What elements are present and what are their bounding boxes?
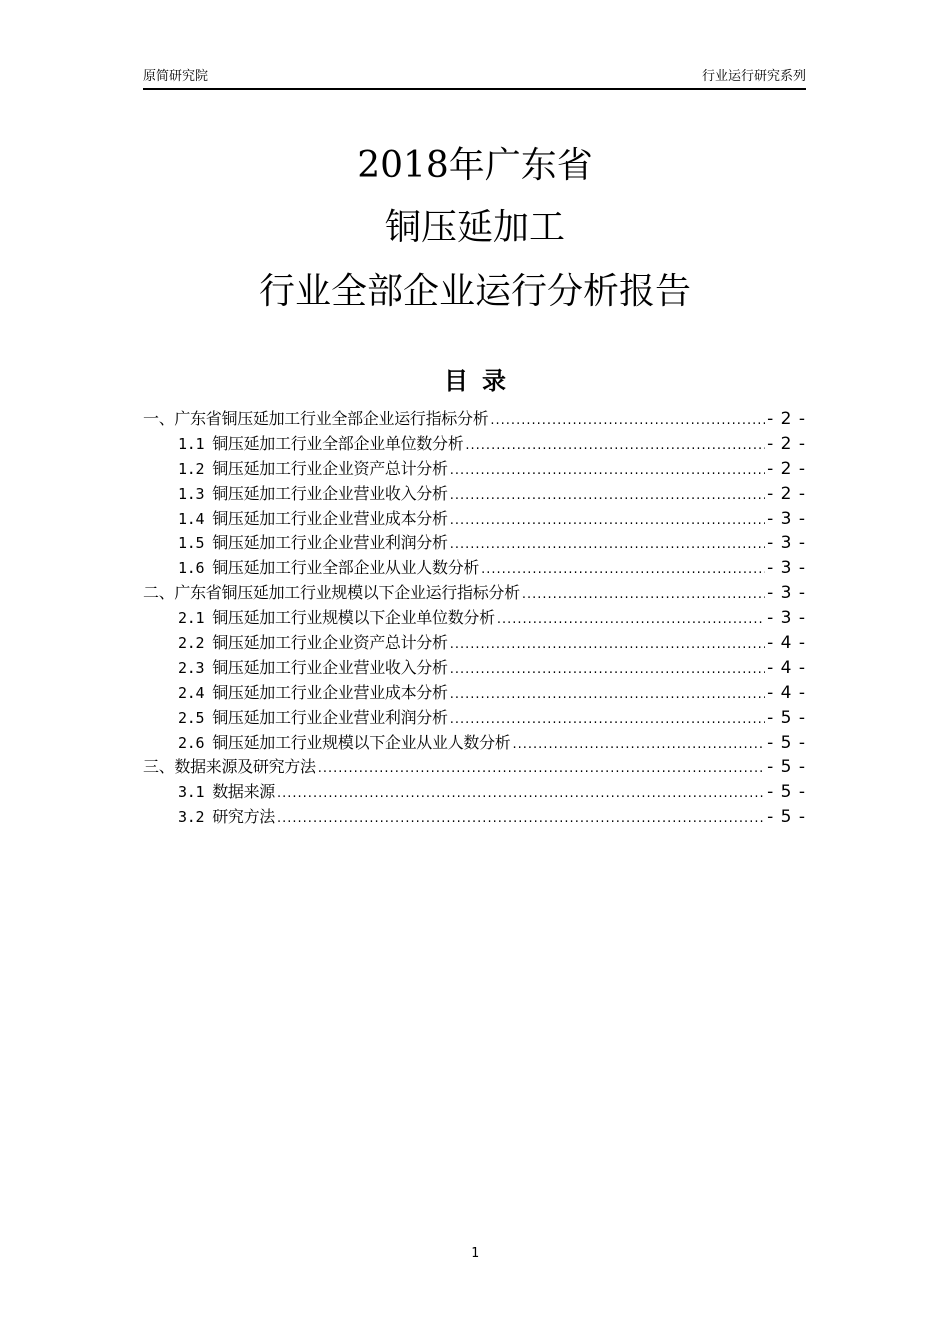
toc-entry[interactable] (143, 556, 806, 581)
toc-entry-page: - 2 - (767, 458, 806, 479)
toc-entry-number: 2.4 (178, 683, 205, 702)
toc-entry-label (178, 780, 275, 805)
toc-entry-text: 数据来源 (212, 782, 276, 802)
page-number: 1 (471, 1246, 479, 1261)
toc-entry-number: 1.6 (178, 559, 205, 578)
toc-entry-text: 铜压延加工行业企业资产总计分析 (212, 633, 448, 653)
toc-dot-leader (450, 658, 765, 681)
table-of-contents (143, 407, 806, 830)
header-org-name: 原简研究院 (143, 69, 209, 84)
toc-entry-label (178, 631, 448, 656)
toc-entry-page: - 3 - (767, 608, 806, 629)
toc-entry-number: 2.1 (178, 609, 205, 628)
toc-entry[interactable] (143, 432, 806, 457)
toc-entry-page: - 5 - (767, 707, 806, 728)
toc-entry-page: - 3 - (767, 508, 806, 529)
toc-entry-text: 二、广东省铜压延加工行业规模以下企业运行指标分析 (143, 583, 520, 603)
toc-entry[interactable] (143, 482, 806, 507)
toc-entry-label (178, 457, 448, 482)
report-title-subject: 行业全部企业运行分析报告 (258, 271, 691, 312)
toc-entry-page: - 5 - (767, 807, 806, 828)
toc-entry-number: 1.4 (178, 509, 205, 528)
toc-entry-page: - 3 - (767, 558, 806, 579)
page-header (143, 68, 806, 90)
toc-dot-leader (490, 409, 765, 432)
toc-entry-text: 一、广东省铜压延加工行业全部企业运行指标分析 (143, 409, 489, 428)
toc-entry-page: - 3 - (767, 533, 806, 554)
toc-entry[interactable] (143, 805, 806, 830)
toc-entry-page: - 5 - (767, 732, 806, 753)
toc-entry-text: 铜压延加工行业企业营业收入分析 (212, 657, 448, 677)
toc-entry-text: 铜压延加工行业全部企业单位数分析 (212, 433, 464, 453)
toc-entry[interactable] (143, 407, 806, 432)
toc-entry-label (178, 681, 448, 706)
toc-entry-label (143, 755, 316, 780)
toc-entry-number: 2.5 (178, 708, 205, 727)
toc-dot-leader (497, 608, 765, 631)
toc-heading: 目录 (444, 367, 520, 395)
toc-entry-number: 2.2 (178, 634, 205, 653)
toc-entry[interactable] (143, 681, 806, 706)
toc-entry-text: 铜压延加工行业企业营业利润分析 (212, 533, 448, 553)
toc-entry-text: 铜压延加工行业企业营业利润分析 (212, 707, 448, 727)
toc-entry-page: - 3 - (767, 583, 806, 604)
toc-entry-text: 铜压延加工行业企业营业成本分析 (212, 682, 448, 702)
toc-dot-leader (450, 633, 765, 656)
toc-entry[interactable] (143, 656, 806, 681)
toc-entry[interactable] (143, 531, 806, 556)
toc-dot-leader (465, 434, 765, 457)
toc-entry-label (178, 805, 275, 830)
toc-dot-leader (277, 807, 765, 830)
toc-entry-number: 1.2 (178, 459, 205, 478)
toc-dot-leader (277, 782, 765, 805)
toc-dot-leader (318, 757, 765, 780)
toc-entry[interactable] (143, 631, 806, 656)
toc-entry-number: 2.6 (178, 733, 205, 752)
toc-entry-label (178, 432, 463, 457)
toc-entry[interactable] (143, 731, 806, 756)
toc-dot-leader (481, 558, 765, 581)
toc-entry-page: - 4 - (767, 657, 806, 678)
header-series-name: 行业运行研究系列 (701, 69, 806, 84)
toc-entry-text: 铜压延加工行业企业资产总计分析 (212, 458, 448, 478)
toc-entry[interactable] (143, 457, 806, 482)
toc-entry-number: 2.3 (178, 658, 205, 677)
toc-dot-leader (450, 533, 765, 556)
toc-entry-number: 1.5 (178, 534, 205, 553)
toc-entry-text: 铜压延加工行业企业营业成本分析 (212, 508, 448, 528)
toc-entry-label (178, 706, 448, 731)
toc-entry-text: 铜压延加工行业企业营业收入分析 (212, 483, 448, 503)
toc-entry[interactable] (143, 755, 806, 780)
toc-entry-number: 3.2 (178, 808, 205, 827)
toc-entry-number: 1.1 (178, 434, 205, 453)
toc-entry-page: - 4 - (767, 633, 806, 654)
toc-entry-label (143, 581, 520, 606)
toc-entry-label (178, 556, 479, 581)
toc-entry-label (178, 656, 448, 681)
toc-entry-text: 研究方法 (212, 807, 276, 827)
toc-dot-leader (450, 459, 765, 482)
toc-entry-number: 3.1 (178, 783, 205, 802)
toc-entry-label (178, 531, 448, 556)
toc-dot-leader (450, 708, 765, 731)
toc-entry-page: - 2 - (767, 433, 806, 454)
toc-dot-leader (450, 484, 765, 507)
toc-entry-label (178, 482, 448, 507)
toc-entry-label (178, 606, 495, 631)
toc-entry-page: - 2 - (767, 409, 806, 429)
toc-entry-label (143, 407, 488, 432)
toc-entry-text: 铜压延加工行业规模以下企业单位数分析 (212, 608, 495, 628)
toc-entry-text: 铜压延加工行业规模以下企业从业人数分析 (212, 732, 511, 752)
toc-entry-text: 三、数据来源及研究方法 (143, 757, 316, 777)
toc-dot-leader (522, 583, 765, 606)
toc-entry-label (178, 507, 448, 532)
toc-entry-number: 1.3 (178, 484, 205, 503)
toc-entry[interactable] (143, 706, 806, 731)
toc-entry-page: - 2 - (767, 483, 806, 504)
toc-dot-leader (450, 509, 765, 532)
toc-entry[interactable] (143, 507, 806, 532)
report-title-year-region: 2018年广东省 (357, 145, 593, 186)
toc-entry-text: 铜压延加工行业全部企业从业人数分析 (212, 558, 480, 578)
toc-entry[interactable] (143, 780, 806, 805)
toc-entry-page: - 5 - (767, 757, 806, 778)
toc-entry-label (178, 731, 511, 756)
toc-entry[interactable] (143, 581, 806, 606)
toc-dot-leader (450, 683, 765, 706)
toc-entry-page: - 5 - (767, 782, 806, 803)
toc-dot-leader (513, 733, 766, 756)
toc-entry-page: - 4 - (767, 682, 806, 703)
report-title-industry: 铜压延加工 (384, 207, 565, 248)
toc-entry[interactable] (143, 606, 806, 631)
